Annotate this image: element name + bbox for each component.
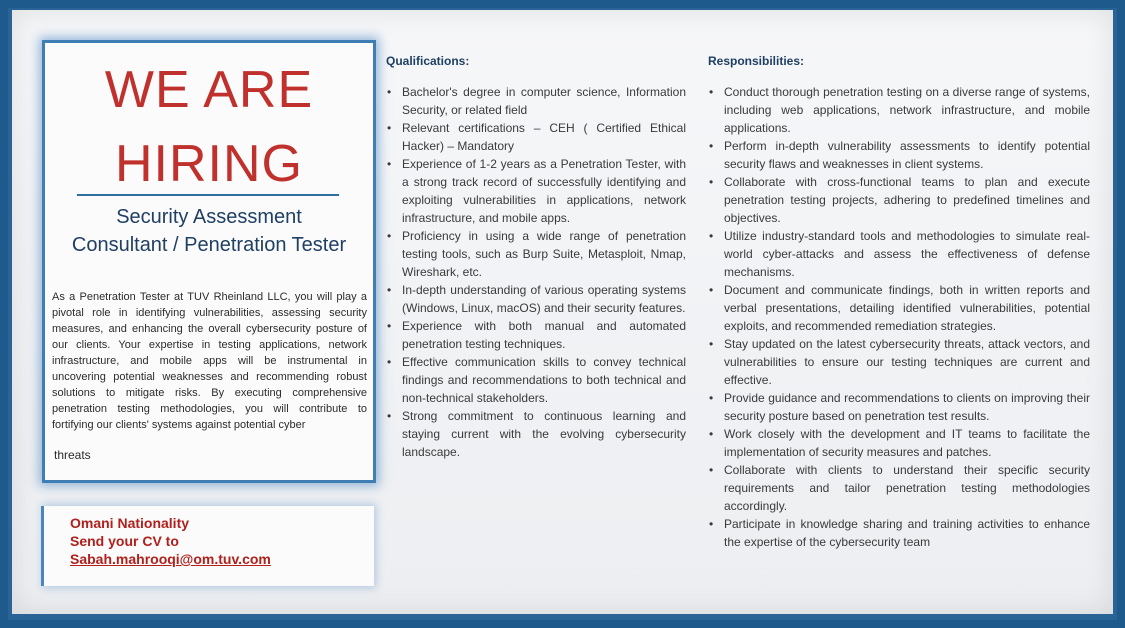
list-item: • Bachelor's degree in computer science, Information Security, or related field: [386, 83, 686, 119]
list-item: • Relevant certifications – CEH ( Certified Ethical Hacker) – Mandatory: [386, 119, 686, 155]
list-item: • Provide guidance and recommendations to clients on improving their security posture based on penetration test results.: [708, 389, 1090, 425]
intro-paragraph-tail: threats: [54, 448, 91, 462]
list-item: • In-depth understanding of various operating systems (Windows, Linux, macOS) and their security features.: [386, 281, 686, 317]
list-item: • Utilize industry-standard tools and methodologies to simulate real-world cyber-attacks and assess the effectiveness of defense mechanisms.: [708, 227, 1090, 281]
list-item: • Strong commitment to continuous learning and staying current with the evolving cybersecurity landscape.: [386, 407, 686, 461]
headline-hiring: HIRING: [115, 135, 303, 193]
list-item: • Perform in-depth vulnerability assessments to identify potential security flaws and weaknesses in client systems.: [708, 137, 1090, 173]
nationality-requirement: Omani Nationality: [70, 515, 190, 531]
headline-we-are: WE ARE: [104, 61, 314, 119]
contact-email-link[interactable]: Sabah.mahrooqi@om.tuv.com: [70, 551, 271, 567]
contact-card: [44, 506, 374, 586]
role-title-line2: Consultant / Penetration Tester: [71, 234, 347, 256]
responsibilities-section: [708, 52, 1090, 551]
responsibilities-list: [708, 83, 1090, 551]
list-item: • Document and communicate findings, both in written reports and verbal presentations, detailing identified vulnerabilities, potential exploits, and recommended remediation strategies.: [708, 281, 1090, 335]
divider-rule: [77, 194, 339, 196]
qualifications-list: [386, 83, 686, 461]
responsibilities-heading: Responsibilities:: [708, 54, 805, 68]
list-item: • Experience with both manual and automated penetration testing techniques.: [386, 317, 686, 353]
qualifications-section: [386, 52, 686, 461]
list-item: • Experience of 1-2 years as a Penetration Tester, with a strong track record of successfully identifying and exploiting vulnerabilities in applications, network infrastructure, and mobile apps.: [386, 155, 686, 227]
qualifications-heading: Qualifications:: [386, 54, 470, 68]
intro-paragraph: As a Penetration Tester at TUV Rheinland LLC, you will play a pivotal role in identifying vulnerabilities, assessing security measures, and enhancing the overall cybersecurity posture of our clients. Your expertise in testing applications, network infrastructure, and mobile apps will be instrumental in uncovering potential weaknesses and recommending robust solutions to mitigate risks. By executing comprehensive penetration testing methodologies, you will contribute to fortifying our clients' systems against potential cyber: [52, 291, 367, 431]
role-title-line1: Security Assessment: [116, 206, 302, 228]
list-item: • Work closely with the development and IT teams to facilitate the implementation of security measures and patches.: [708, 425, 1090, 461]
list-item: • Collaborate with cross-functional teams to plan and execute penetration testing projects, adhering to predefined timelines and objectives.: [708, 173, 1090, 227]
list-item: • Conduct thorough penetration testing on a diverse range of systems, including web applications, network infrastructure, and mobile applications.: [708, 83, 1090, 137]
list-item: • Collaborate with clients to understand their specific security requirements and tailor penetration testing methodologies accordingly.: [708, 461, 1090, 515]
list-item: • Participate in knowledge sharing and training activities to enhance the expertise of the cybersecurity team: [708, 515, 1090, 551]
hiring-card: [42, 40, 376, 483]
send-cv-label: Send your CV to: [70, 533, 179, 549]
list-item: • Proficiency in using a wide range of penetration testing tools, such as Burp Suite, Metasploit, Nmap, Wireshark, etc.: [386, 227, 686, 281]
list-item: • Stay updated on the latest cybersecurity threats, attack vectors, and vulnerabilities to ensure our testing techniques are current and effective.: [708, 335, 1090, 389]
list-item: • Effective communication skills to convey technical findings and recommendations to both technical and non-technical stakeholders.: [386, 353, 686, 407]
